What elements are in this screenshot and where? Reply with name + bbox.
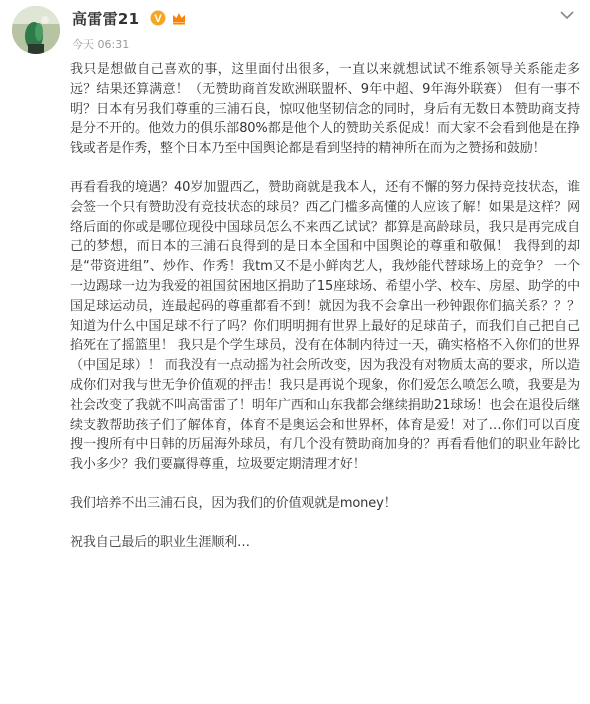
post-content bbox=[70, 60, 580, 553]
user-name[interactable]: 高雷雷21 bbox=[72, 10, 140, 28]
avatar-image-icon bbox=[12, 6, 60, 54]
chevron-down-icon[interactable] bbox=[560, 10, 574, 20]
post-header bbox=[0, 0, 590, 62]
post-paragraph: 祝我自己最后的职业生涯顺利… bbox=[70, 534, 250, 550]
svg-text:V: V bbox=[154, 13, 162, 25]
post-paragraph: 我们培养不出三浦石良，因为我们的价值观就是money！ bbox=[70, 495, 397, 511]
vip-crown-icon[interactable] bbox=[170, 9, 188, 27]
post-paragraph: 再看看我的境遇？40岁加盟西乙，赞助商就是我本人，还有不懈的努力保持竞技状态，谁会签一个只有赞助没有竞技状态的球员？西乙门槛多高懂的人应该了解！如果是这样？网络后面的你或是哪位现役中国球员怎么不来西乙试试？都算是高龄球员，我只是再完成自己的梦想，而日本的三浦石良得到的是日本全国和中国舆论的尊重和敬佩！ 我得到的却是“带资进组”、炒作、作秀！我tm又不是小鲜肉艺人，我炒能代替球场上的竞争？ 一个一边踢球一边为我爱的祖国贫困地区捐助了15座球场、希望小学、校车、房屋、助学的中国足球运动员，连最起码的尊重都看不到！就因为我不会拿出一秒钟跟你们搞关系？？？ 知道为什么中国足球不行了吗？你们明明拥有世界上最好的足球苗子，而我们自己把自己掐死在了摇篮里！ 我只是个学生球员，没有在体制内待过一天，确实格格不入你们的世界（中国足球）！ 而我没有一点动摇为社会所改变，因为我没有对物质太高的要求，所以造成你们对我与世无争价值观的抨击！我只是再说个现象，你们爱怎么喷怎么喷，我要是为社会改变了我就不叫高雷雷了！明年广西和山东我都会继续捐助21球场！也会在退役后继续支教帮助孩子们了解体育，体育不是奥运会和世界杯，体育是爱！对了…你们可以百度搜一搜所有中日韩的历届海外球员，有几个没有赞助商加身的？再看看他们的职业年龄比我小多少？我们要赢得尊重，垃圾要定期清理才好！ bbox=[70, 179, 580, 473]
post-time: 今天 06:31 bbox=[72, 38, 130, 51]
verified-badge-icon bbox=[150, 10, 166, 26]
post-paragraph: 我只是想做自己喜欢的事，这里面付出很多，一直以来就想试试不维系领导关系能走多远？结果还算满意！（无赞助商首发欧洲联盟杯、9年中超、9年海外联赛） 但有一事不明？日本有另我们尊重的三浦石良，惊叹他坚韧信念的同时，身后有无数日本赞助商支持是分不开的。他效力的俱乐部80%都是他个人的赞助关系促成！而大家不会看到他是在挣钱或者是作秀，整个日本乃至中国舆论都是看到坚持的精神所在而为之赞扬和鼓励！ bbox=[70, 62, 580, 157]
avatar[interactable] bbox=[12, 6, 60, 54]
